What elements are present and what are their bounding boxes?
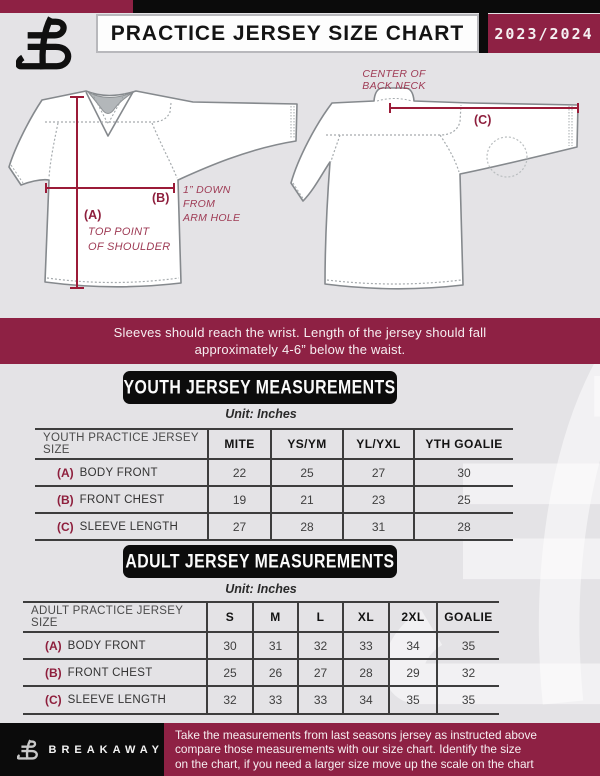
value-cell: 34 — [388, 633, 436, 658]
label-c: (C) — [474, 113, 492, 127]
col-header-xl: XL — [342, 603, 388, 631]
notice-line-1: Sleeves should reach the wrist. Length of the jersey should fall — [113, 325, 487, 340]
value-cell: 21 — [270, 487, 342, 512]
table-row — [23, 631, 499, 658]
season-label: 2023/2024 — [494, 24, 594, 43]
adult-unit-label: Unit: Inches — [225, 582, 297, 596]
row-key: (C) — [45, 693, 62, 707]
row-label: SLEEVE LENGTH — [67, 694, 167, 706]
value-cell: 26 — [252, 660, 297, 685]
col-header-ylyxl: YL/YXL — [342, 430, 413, 458]
col-header-ysym: YS/YM — [270, 430, 342, 458]
value-cell: 25 — [413, 487, 513, 512]
footer-note-line: Take the measurements from last seasons jersey as instructed above — [175, 727, 537, 742]
label-b: (B) — [152, 191, 170, 205]
value-cell: 27 — [342, 460, 413, 485]
top-strip-black — [133, 0, 600, 13]
value-cell: 31 — [342, 514, 413, 539]
value-cell: 25 — [206, 660, 252, 685]
footer-note-box — [164, 723, 600, 776]
col-header-yth-goalie: YTH GOALIE — [413, 430, 513, 458]
value-cell: 32 — [206, 687, 252, 713]
value-cell: 35 — [388, 687, 436, 713]
table-row — [23, 685, 499, 713]
row-key: (B) — [45, 665, 62, 680]
row-key: (A) — [57, 465, 74, 480]
value-cell: 31 — [252, 633, 297, 658]
adult-table-header-row — [23, 601, 499, 631]
adult-table — [23, 601, 499, 715]
table-row — [23, 658, 499, 685]
value-cell: 32 — [297, 633, 342, 658]
value-cell: 32 — [436, 660, 499, 685]
value-cell: 28 — [342, 660, 388, 685]
value-cell: 28 — [270, 514, 342, 539]
top-strip-maroon — [0, 0, 133, 13]
value-cell: 34 — [342, 687, 388, 713]
value-cell: 30 — [413, 460, 513, 485]
header-divider — [479, 13, 488, 53]
value-cell: 19 — [207, 487, 270, 512]
value-cell: 33 — [297, 687, 342, 713]
youth-unit-label: Unit: Inches — [225, 407, 297, 421]
row-label: BODY FRONT — [67, 639, 146, 652]
page-title: PRACTICE JERSEY SIZE CHART — [110, 21, 465, 45]
col-header-mite: MITE — [207, 430, 270, 458]
value-cell: 33 — [252, 687, 297, 713]
col-header-goalie: GOALIE — [436, 603, 499, 631]
adult-section-heading: ADULT JERSEY MEASUREMENTS — [123, 545, 397, 578]
footer-brand-box — [0, 723, 164, 776]
season-badge — [488, 14, 600, 53]
notice-line-2: approximately 4-6” below the waist. — [194, 342, 406, 357]
page-title-box — [96, 14, 479, 53]
caption-b: 1” DOWN FROM ARM HOLE — [183, 184, 241, 224]
notice-banner — [0, 318, 600, 364]
row-label: FRONT CHEST — [67, 666, 153, 679]
footer-note-line: compare those measurements with our size chart. Identify the size — [175, 742, 522, 757]
caption-c: CENTER OF BACK NECK — [362, 68, 426, 92]
value-cell: 27 — [207, 514, 270, 539]
value-cell: 35 — [436, 633, 499, 658]
caption-a: TOP POINT OF SHOULDER — [88, 226, 171, 253]
youth-size-col-label: YOUTH PRACTICE JERSEY SIZE — [43, 432, 199, 456]
value-cell: 33 — [342, 633, 388, 658]
value-cell: 27 — [297, 660, 342, 685]
footer-note-line: on the chart, if you need a larger size move up the scale on the chart — [175, 756, 534, 771]
col-header-l: L — [297, 603, 342, 631]
value-cell: 35 — [436, 687, 499, 713]
row-label: BODY FRONT — [79, 466, 158, 479]
col-header-2xl: 2XL — [388, 603, 436, 631]
row-label: SLEEVE LENGTH — [79, 520, 179, 533]
back-jersey-drawing — [291, 88, 578, 289]
breakaway-logo-icon — [17, 738, 41, 762]
row-key: (C) — [57, 519, 74, 534]
value-cell: 28 — [413, 514, 513, 539]
jersey-diagram — [0, 62, 600, 320]
label-a: (A) — [84, 208, 102, 222]
row-key: (A) — [45, 638, 62, 653]
youth-section-heading: YOUTH JERSEY MEASUREMENTS — [123, 371, 397, 404]
value-cell: 25 — [270, 460, 342, 485]
value-cell: 30 — [206, 633, 252, 658]
adult-size-col-label: ADULT PRACTICE JERSEY SIZE — [31, 605, 184, 629]
value-cell: 29 — [388, 660, 436, 685]
value-cell: 23 — [342, 487, 413, 512]
table-row — [35, 512, 513, 539]
table-row — [35, 458, 513, 485]
youth-table-header-row — [35, 428, 513, 458]
row-key: (B) — [57, 492, 74, 507]
col-header-m: M — [252, 603, 297, 631]
col-header-s: S — [206, 603, 252, 631]
brand-name: BREAKAWAY — [48, 743, 164, 756]
value-cell: 22 — [207, 460, 270, 485]
youth-table — [35, 428, 513, 541]
table-row — [35, 485, 513, 512]
row-label: FRONT CHEST — [79, 493, 165, 506]
